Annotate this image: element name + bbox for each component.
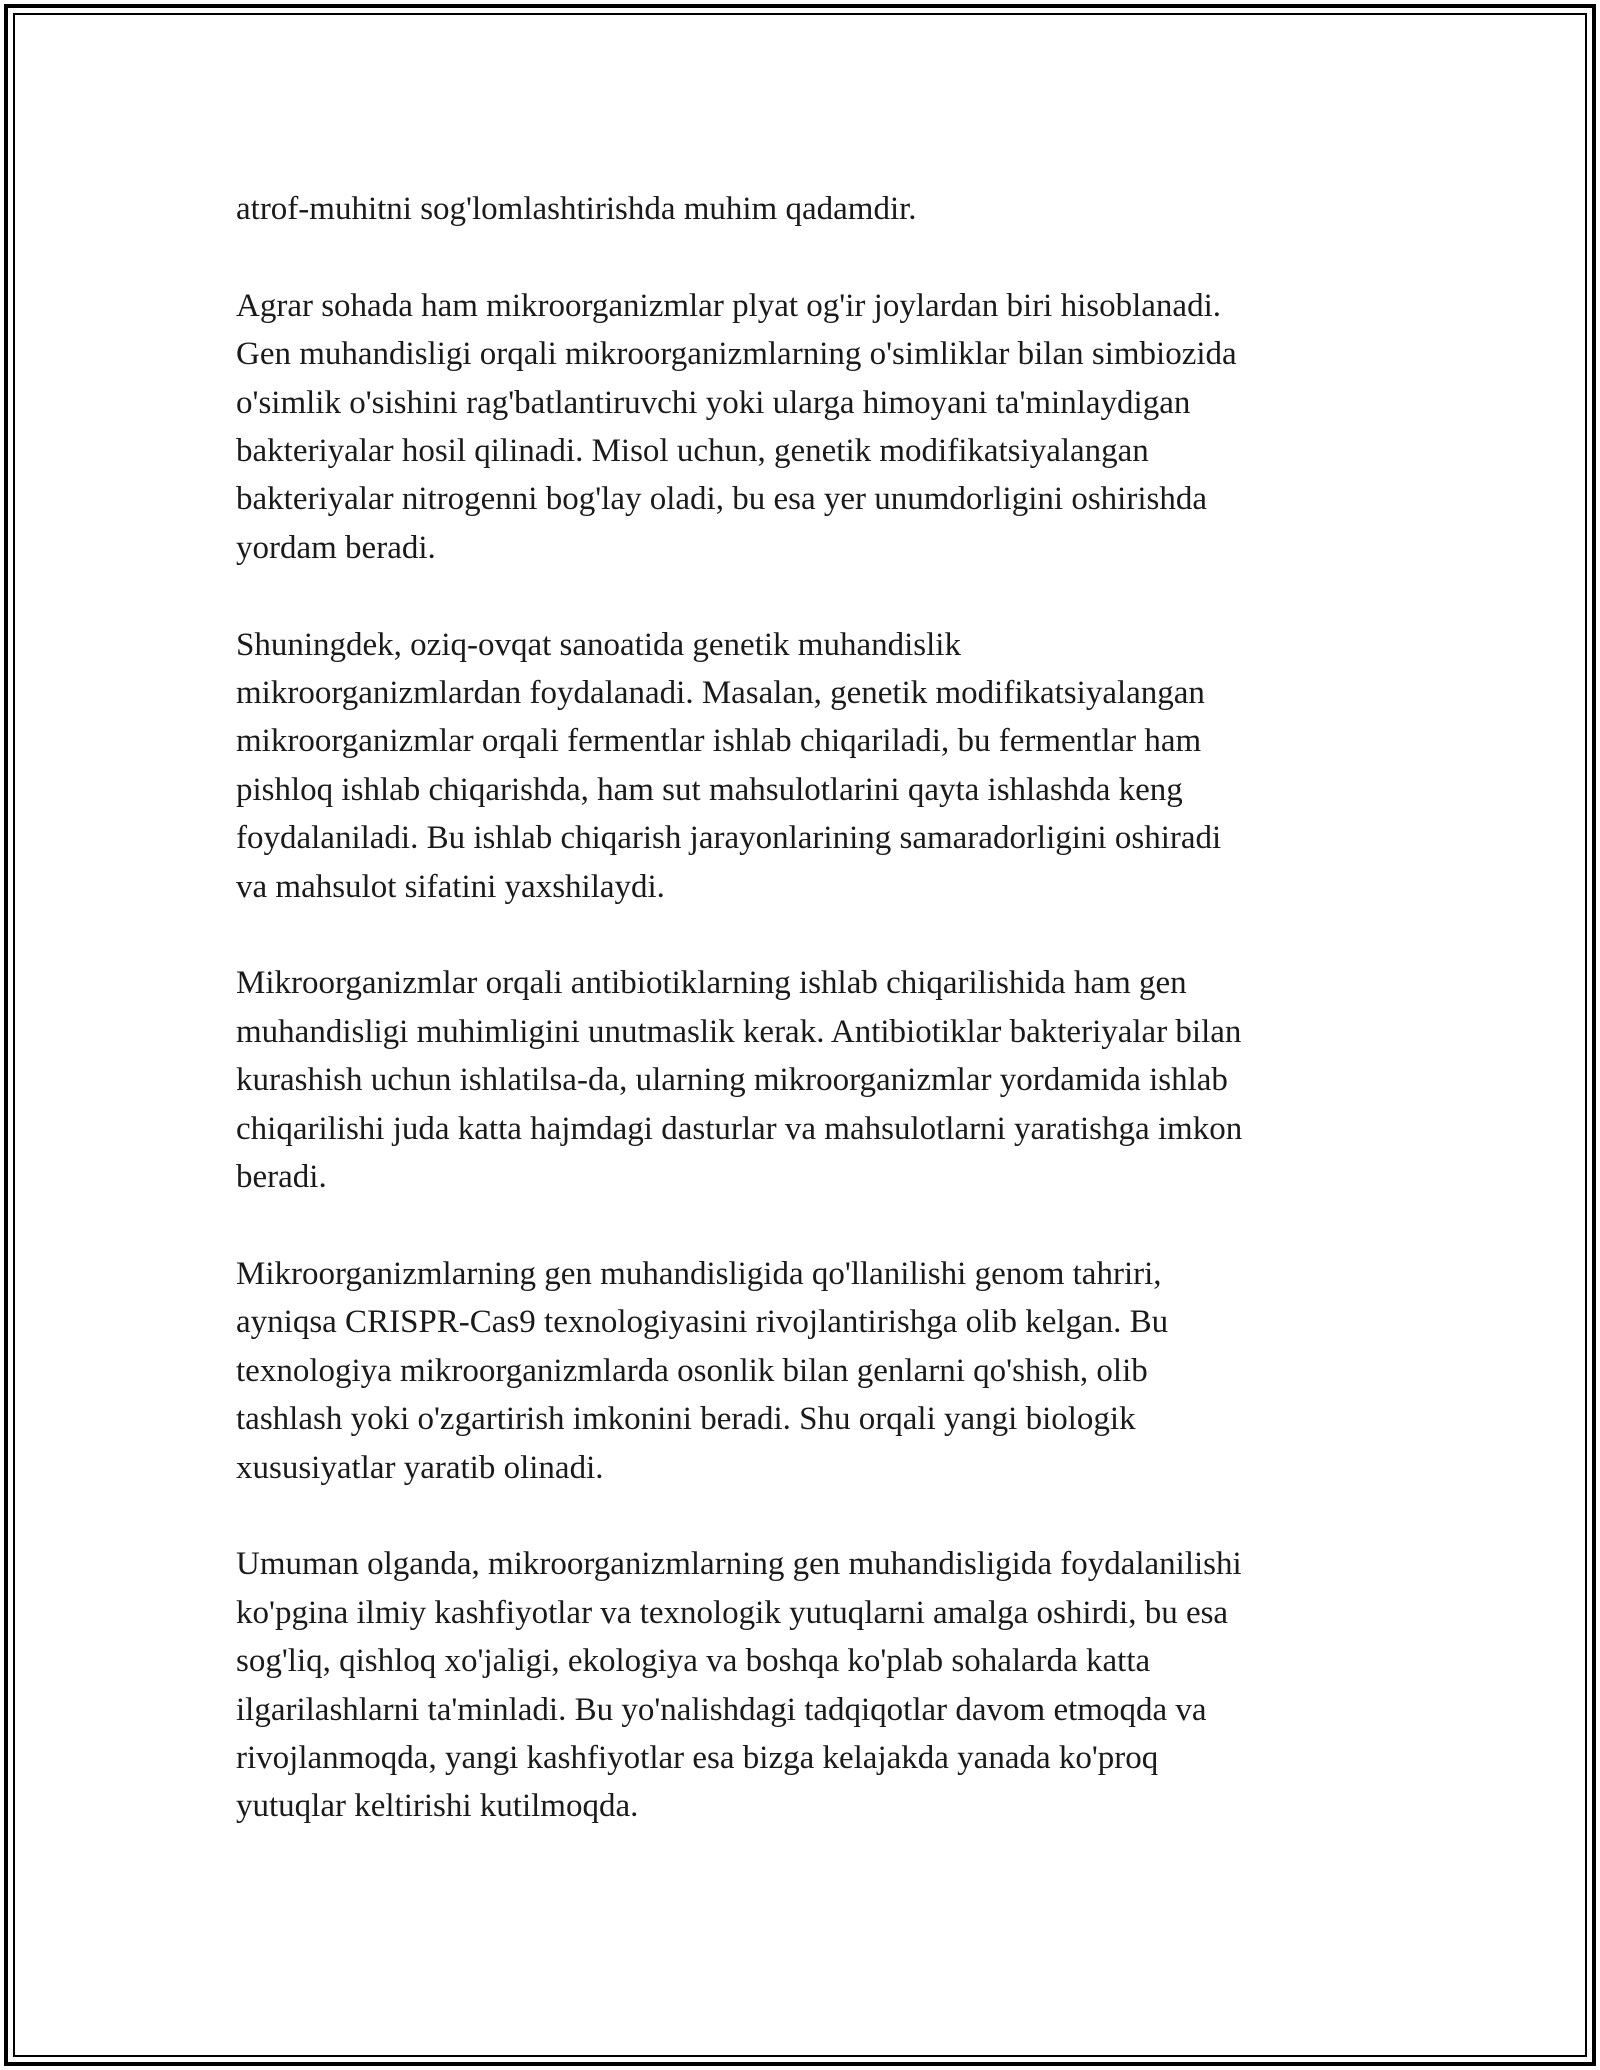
text-line: beradi. [236, 1159, 327, 1196]
paragraph [236, 185, 1366, 233]
document-body [236, 185, 1366, 1831]
text-line: Umuman olganda, mikroorganizmlarning gen muhandisligida foydalanilishi [236, 1546, 1242, 1583]
text-line: pishloq ishlab chiqarishda, ham sut mahsulotlarini qayta ishlashda keng [236, 771, 1183, 808]
text-line: o'simlik o'sishini rag'batlantiruvchi yoki ularga himoyani ta'minlaydigan [236, 384, 1191, 421]
text-line: bakteriyalar hosil qilinadi. Misol uchun, genetik modifikatsiyalangan [236, 433, 1149, 470]
text-line: mikroorganizmlar orqali fermentlar ishlab chiqariladi, bu fermentlar ham [236, 723, 1202, 760]
text-line: mikroorganizmlardan foydalanadi. Masalan, genetik modifikatsiyalangan [236, 675, 1205, 712]
text-line: va mahsulot sifatini yaxshilaydi. [236, 868, 665, 905]
text-line: ilgarilashlarni ta'minladi. Bu yo'nalishdagi tadqiqotlar davom etmoqda va [236, 1691, 1207, 1728]
text-line: ko'pgina ilmiy kashfiyotlar va texnologik yutuqlarni amalga oshirdi, bu esa [236, 1594, 1229, 1631]
text-line: Gen muhandisligi orqali mikroorganizmlarning o'simliklar bilan simbiozida [236, 336, 1237, 373]
text-line: ayniqsa CRISPR-Cas9 texnologiyasini rivojlantirishga olib kelgan. Bu [236, 1304, 1169, 1341]
paragraph [236, 282, 1366, 572]
text-line: sog'liq, qishloq xo'jaligi, ekologiya va boshqa ko'plab sohalarda katta [236, 1643, 1151, 1680]
text-line: kurashish uchun ishlatilsa-da, ularning mikroorganizmlar yordamida ishlab [236, 1062, 1228, 1099]
text-line: muhandisligi muhimligini unutmaslik kerak. Antibiotiklar bakteriyalar bilan [236, 1013, 1242, 1050]
text-line: rivojlanmoqda, yangi kashfiyotlar esa bizga kelajakda yanada ko'proq [236, 1739, 1159, 1776]
paragraph [236, 1540, 1366, 1830]
text-line: Mikroorganizmlarning gen muhandisligida qo'llanilishi genom tahriri, [236, 1255, 1162, 1292]
text-line: yutuqlar keltirishi kutilmoqda. [236, 1788, 639, 1825]
text-line: xususiyatlar yaratib olinadi. [236, 1449, 604, 1486]
text-line: chiqarilishi juda katta hajmdagi dasturlar va mahsulotlarni yaratishga imkon [236, 1110, 1243, 1147]
text-line: Mikroorganizmlar orqali antibiotiklarning ishlab chiqarilishida ham gen [236, 965, 1187, 1002]
text-line: foydalaniladi. Bu ishlab chiqarish jarayonlarining samaradorligini oshiradi [236, 820, 1222, 857]
text-line: atrof-muhitni sog'lomlashtirishda muhim qadamdir. [236, 191, 917, 227]
text-line: tashlash yoki o'zgartirish imkonini beradi. Shu orqali yangi biologik [236, 1401, 1136, 1438]
text-line: yordam beradi. [236, 529, 436, 566]
text-line: texnologiya mikroorganizmlarda osonlik bilan genlarni qo'shish, olib [236, 1352, 1148, 1389]
paragraph [236, 1250, 1366, 1492]
text-line: Shuningdek, oziq-ovqat sanoatida genetik muhandislik [236, 626, 961, 663]
text-line: bakteriyalar nitrogenni bog'lay oladi, bu esa yer unumdorligini oshirishda [236, 481, 1207, 518]
paragraph [236, 621, 1366, 911]
text-line: Agrar sohada ham mikroorganizmlar plyat og'ir joylardan biri hisoblanadi. [236, 287, 1221, 324]
paragraph [236, 959, 1366, 1201]
